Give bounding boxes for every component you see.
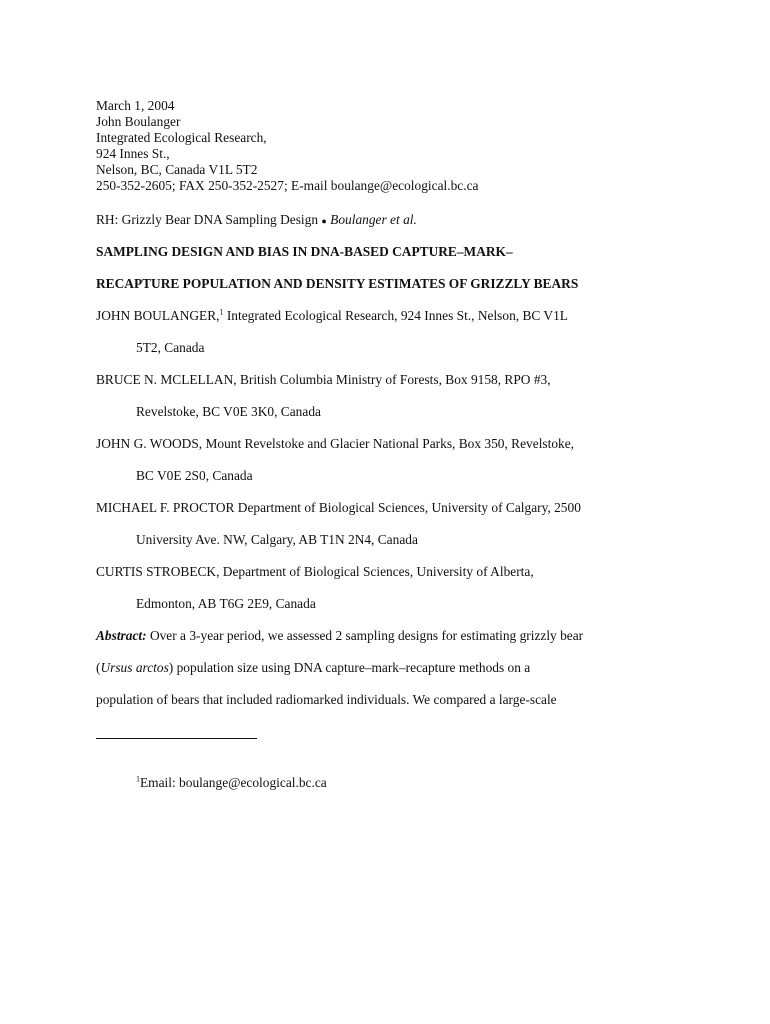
abstract-line-1	[96, 628, 583, 644]
author-5-affiliation: CURTIS STROBECK, Department of Biological Sciences, University of Alberta,	[96, 564, 534, 579]
abstract-line-3: population of bears that included radiomarked individuals. We compared a large-scale	[96, 692, 557, 707]
author-5-address-cont: Edmonton, AB T6G 2E9, Canada	[136, 596, 316, 611]
sender-contact: 250-352-2605; FAX 250-352-2527; E-mail boulange@ecological.bc.ca	[96, 178, 479, 193]
sender-city: Nelson, BC, Canada V1L 5T2	[96, 162, 258, 177]
footnote-mark: 1	[136, 774, 140, 784]
abstract-line-2	[96, 660, 530, 676]
footnote-ref-1: 1	[219, 307, 224, 317]
letter-date: March 1, 2004	[96, 98, 175, 113]
title-line-1: SAMPLING DESIGN AND BIAS IN DNA-BASED CAPTURE–MARK–	[96, 244, 513, 259]
author-2-affiliation: BRUCE N. MCLELLAN, British Columbia Ministry of Forests, Box 9158, RPO #3,	[96, 372, 551, 387]
running-head	[96, 212, 417, 229]
author-1-address-cont: 5T2, Canada	[136, 340, 205, 355]
abstract-paren-open: (	[96, 660, 101, 675]
author-1-name: JOHN BOULANGER,	[96, 308, 220, 323]
author-3-affiliation: JOHN G. WOODS, Mount Revelstoke and Glacier National Parks, Box 350, Revelstoke,	[96, 436, 575, 451]
footnote	[136, 775, 327, 791]
author-2-address-cont: Revelstoke, BC V0E 3K0, Canada	[136, 404, 321, 419]
running-head-prefix: RH: Grizzly Bear DNA Sampling Design	[96, 212, 322, 227]
author-4-address-cont: University Ave. NW, Calgary, AB T1N 2N4, Canada	[136, 532, 418, 547]
species-name: Ursus arctos	[100, 660, 169, 675]
author-1-address: Integrated Ecological Research, 924 Innes St., Nelson, BC V1L	[223, 308, 568, 323]
sender-street: 924 Innes St.,	[96, 146, 170, 161]
sender-name: John Boulanger	[96, 114, 181, 129]
abstract-label: Abstract:	[96, 628, 147, 643]
author-3-address-cont: BC V0E 2S0, Canada	[136, 468, 253, 483]
running-head-authors: Boulanger et al.	[326, 212, 417, 227]
footnote-text: Email: boulange@ecological.bc.ca	[140, 775, 327, 790]
abstract-text-2: ) population size using DNA capture–mark–recapture methods on a	[168, 660, 531, 675]
sender-organization: Integrated Ecological Research,	[96, 130, 267, 145]
title-line-2: RECAPTURE POPULATION AND DENSITY ESTIMATES OF GRIZZLY BEARS	[96, 276, 579, 291]
author-4-affiliation: MICHAEL F. PROCTOR Department of Biological Sciences, University of Calgary, 2500	[96, 500, 581, 515]
abstract-text-1: Over a 3-year period, we assessed 2 sampling designs for estimating grizzly bear	[146, 628, 584, 643]
footnote-divider	[96, 738, 257, 739]
bullet-icon: ●	[321, 216, 327, 226]
author-1-affiliation	[96, 308, 568, 324]
